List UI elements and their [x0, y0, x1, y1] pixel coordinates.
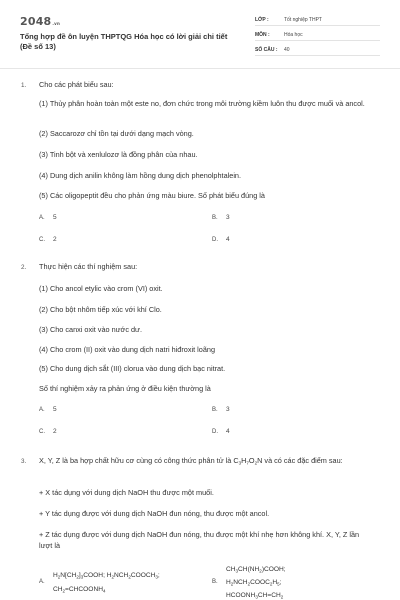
statement: (3) Tinh bột và xenlulozơ là đồng phân của nhau.: [39, 150, 198, 159]
option-letter[interactable]: B.: [212, 407, 218, 413]
statement: + Y tác dụng được với dung dịch NaOH đun nóng, thu được một ancol.: [39, 509, 270, 518]
meta-question-count: [255, 44, 380, 56]
meta-value: Hóa học: [284, 32, 303, 38]
statement: (1) Thủy phân hoàn toàn một este no, đơn chức trong môi trường kiềm luôn thu được muối và ancol.: [39, 99, 365, 108]
option-letter[interactable]: B.: [212, 579, 218, 585]
statement: (4) Dung dịch anilin không làm hồng dung dịch phenolphtalein.: [39, 171, 242, 180]
option-value[interactable]: 2: [53, 236, 57, 243]
option-formula[interactable]: $CH_3CH(NH_2)COOH$;: [226, 566, 286, 574]
meta-value: 40: [284, 47, 290, 53]
question-number: 1.: [21, 82, 27, 89]
meta-label: SỐ CÂU :: [255, 47, 278, 53]
statement: (2) Cho bột nhôm tiếp xúc với khí Clo.: [39, 305, 162, 314]
header-divider: [0, 68, 400, 69]
question-stem: Thực hiện các thí nghiệm sau:: [39, 262, 138, 271]
option-value[interactable]: 3: [226, 406, 230, 413]
statement: Số thí nghiệm xảy ra phản ứng ở điều kiện thường là: [39, 384, 211, 393]
option-value[interactable]: 2: [53, 428, 57, 435]
question-number: 2.: [21, 264, 27, 271]
option-formula[interactable]: $CH_2=CHCOONH_4$: [53, 586, 106, 594]
option-value[interactable]: 5: [53, 214, 57, 221]
question-number: 3.: [21, 458, 27, 465]
option-letter[interactable]: A.: [39, 215, 45, 221]
option-letter[interactable]: D.: [212, 429, 218, 435]
site-logo[interactable]: 2048.vn: [20, 15, 60, 28]
option-letter[interactable]: C.: [39, 237, 45, 243]
option-value[interactable]: 5: [53, 406, 57, 413]
option-letter[interactable]: D.: [212, 237, 218, 243]
option-value[interactable]: 4: [226, 428, 230, 435]
document-header: [0, 0, 400, 68]
option-formula[interactable]: $H_2NCH_2COOC_2H_5$;: [226, 579, 282, 587]
option-letter[interactable]: A.: [39, 579, 45, 585]
statement: (3) Cho canxi oxit vào nước dư.: [39, 325, 142, 334]
statement: (4) Cho crom (II) oxit vào dung dịch natri hiđroxit loãng: [39, 345, 216, 354]
statement: (5) Cho dung dịch sắt (III) clorua vào dung dịch bạc nitrat.: [39, 364, 226, 373]
question-stem: X, Y, Z là ba hợp chất hữu cơ cùng có công thức phân tử là $C_3H_7O_2N$ và có các đặc điểm sau:: [39, 456, 343, 466]
question-stem: Cho các phát biểu sau:: [39, 80, 114, 89]
option-value[interactable]: 3: [226, 214, 230, 221]
option-letter[interactable]: B.: [212, 215, 218, 221]
meta-grade: [255, 14, 380, 26]
statement: (5) Các oligopeptit đều cho phản ứng màu biure. Số phát biểu đúng là: [39, 191, 265, 200]
statement: (1) Cho ancol etylic vào crom (VI) oxit.: [39, 284, 163, 293]
option-value[interactable]: 4: [226, 236, 230, 243]
option-letter[interactable]: C.: [39, 429, 45, 435]
statement: + Z tác dụng được với dung dịch NaOH đun nóng, thu được một khí nhẹ hơn không khí. X, Y, Z lần lượt là: [39, 530, 360, 550]
meta-label: MÔN :: [255, 32, 270, 38]
meta-label: LỚP :: [255, 17, 269, 23]
option-formula[interactable]: $HCOONH_3CH=CH_2$: [226, 592, 284, 600]
option-formula[interactable]: $H_2N[CH_2]_3COOH$; $H_2NCH_2COOCH_3$;: [53, 572, 160, 580]
meta-subject: [255, 29, 380, 41]
meta-value: Tốt nghiệp THPT: [284, 17, 322, 23]
statement: + X tác dụng với dung dịch NaOH thu được một muối.: [39, 488, 214, 497]
option-letter[interactable]: A.: [39, 407, 45, 413]
document-title: Tổng hợp đề ôn luyện THPTQG Hóa học có lời giải chi tiết (Đề số 13): [20, 32, 228, 51]
statement: (2) Saccarozơ chỉ tồn tại dưới dạng mạch vòng.: [39, 129, 194, 138]
